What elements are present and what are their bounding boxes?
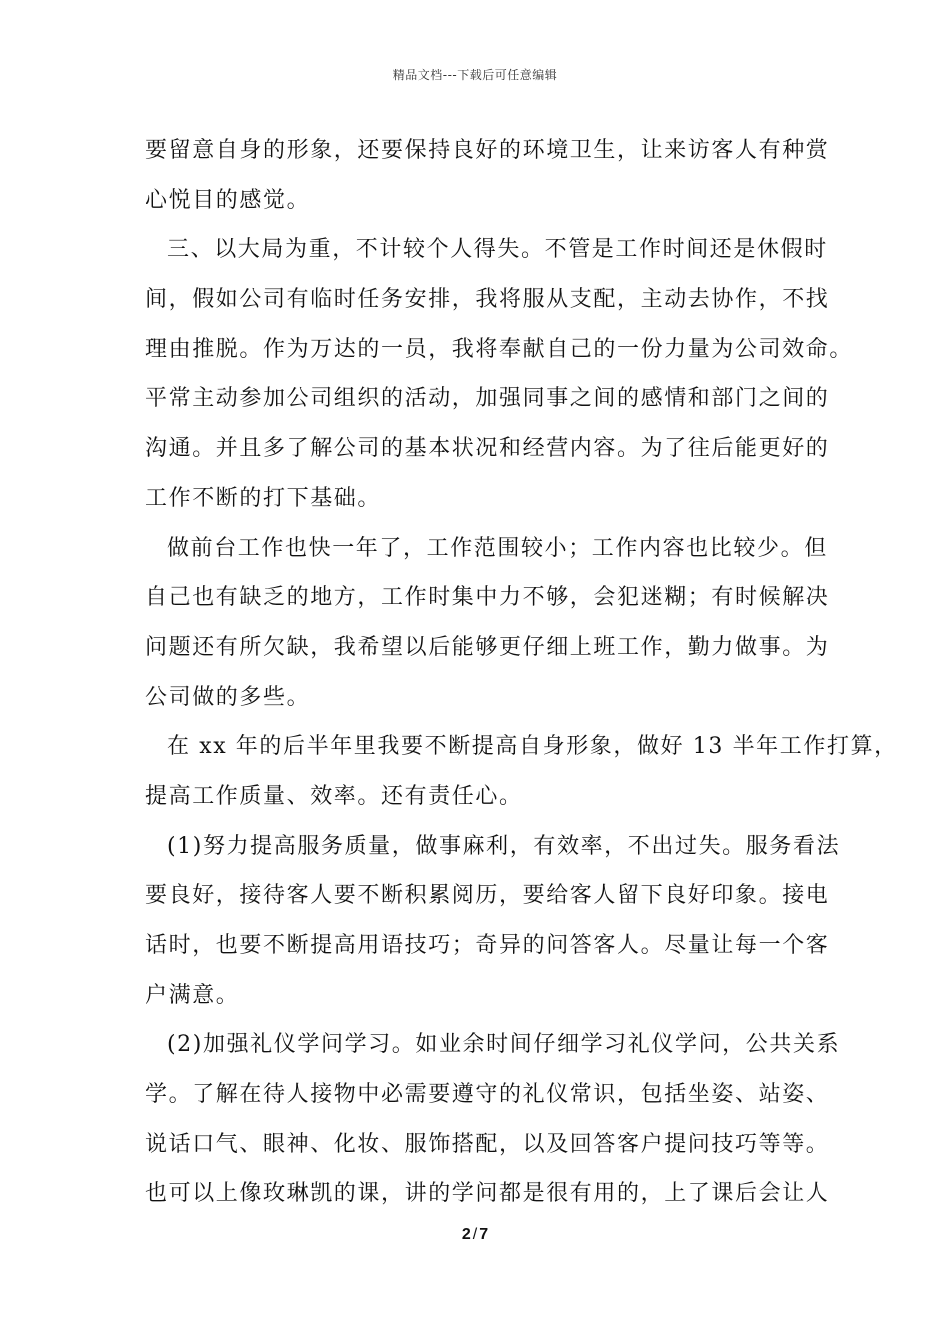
- document-body: [145, 126, 898, 1219]
- page-current: 2: [461, 1226, 471, 1243]
- text-line: 户满意。: [145, 982, 240, 1008]
- text-line: 理由推脱。作为万达的一员，我将奉献自己的一份力量为公司效命。: [145, 336, 854, 362]
- document-header: 精品文档---下载后可任意编辑: [392, 68, 558, 82]
- text-line: 自己也有缺乏的地方，工作时集中力不够，会犯迷糊；有时候解决: [145, 585, 830, 611]
- text-line: 沟通。并且多了解公司的基本状况和经营内容。为了往后能更好的: [145, 436, 830, 462]
- text-line: 心悦目的感觉。: [145, 187, 311, 213]
- text-line: 提高工作质量、效率。还有责任心。: [145, 783, 523, 809]
- text-line: 间，假如公司有临时任务安排，我将服从支配，主动去协作，不找: [145, 287, 830, 313]
- text-line: 平常主动参加公司组织的活动，加强同事之间的感情和部门之间的: [145, 386, 830, 412]
- text-line: 问题还有所欠缺，我希望以后能够更仔细上班工作，勤力做事。为: [145, 634, 830, 660]
- text-line: 话时，也要不断提高用语技巧；奇异的问答客人。尽量让每一个客: [145, 933, 830, 958]
- page-separator: /: [472, 1226, 478, 1243]
- text-line: (2)加强礼仪学问学习。如业余时间仔细学习礼仪学问，公共关系: [167, 1032, 841, 1058]
- page-total: 7: [479, 1226, 489, 1243]
- page-number: [0, 1226, 950, 1244]
- text-line: 要良好，接待客人要不断积累阅历，要给客人留下良好印象。接电: [145, 883, 830, 909]
- text-line: 做前台工作也快一年了，工作范围较小；工作内容也比较少。但: [167, 535, 828, 561]
- text-line: 学。了解在待人接物中必需要遵守的礼仪常识，包括坐姿、站姿、: [145, 1082, 830, 1108]
- text-line: 在 xx 年的后半年里我要不断提高自身形象，做好 13 半年工作打算，: [167, 734, 898, 760]
- text-line: 公司做的多些。: [145, 684, 311, 710]
- text-line: 要留意自身的形象，还要保持良好的环境卫生，让来访客人有种赏: [145, 138, 830, 163]
- text-line: 也可以上像玫琳凯的课，讲的学问都是很有用的，上了课后会让人: [145, 1181, 830, 1207]
- text-line: 工作不断的打下基础。: [145, 485, 382, 511]
- text-line: 说话口气、眼神、化妆、服饰搭配，以及回答客户提问技巧等等。: [145, 1131, 830, 1157]
- text-line: (1)努力提高服务质量，做事麻利，有效率，不出过失。服务看法: [167, 833, 841, 859]
- text-line: 三、以大局为重，不计较个人得失。不管是工作时间还是休假时: [167, 237, 828, 263]
